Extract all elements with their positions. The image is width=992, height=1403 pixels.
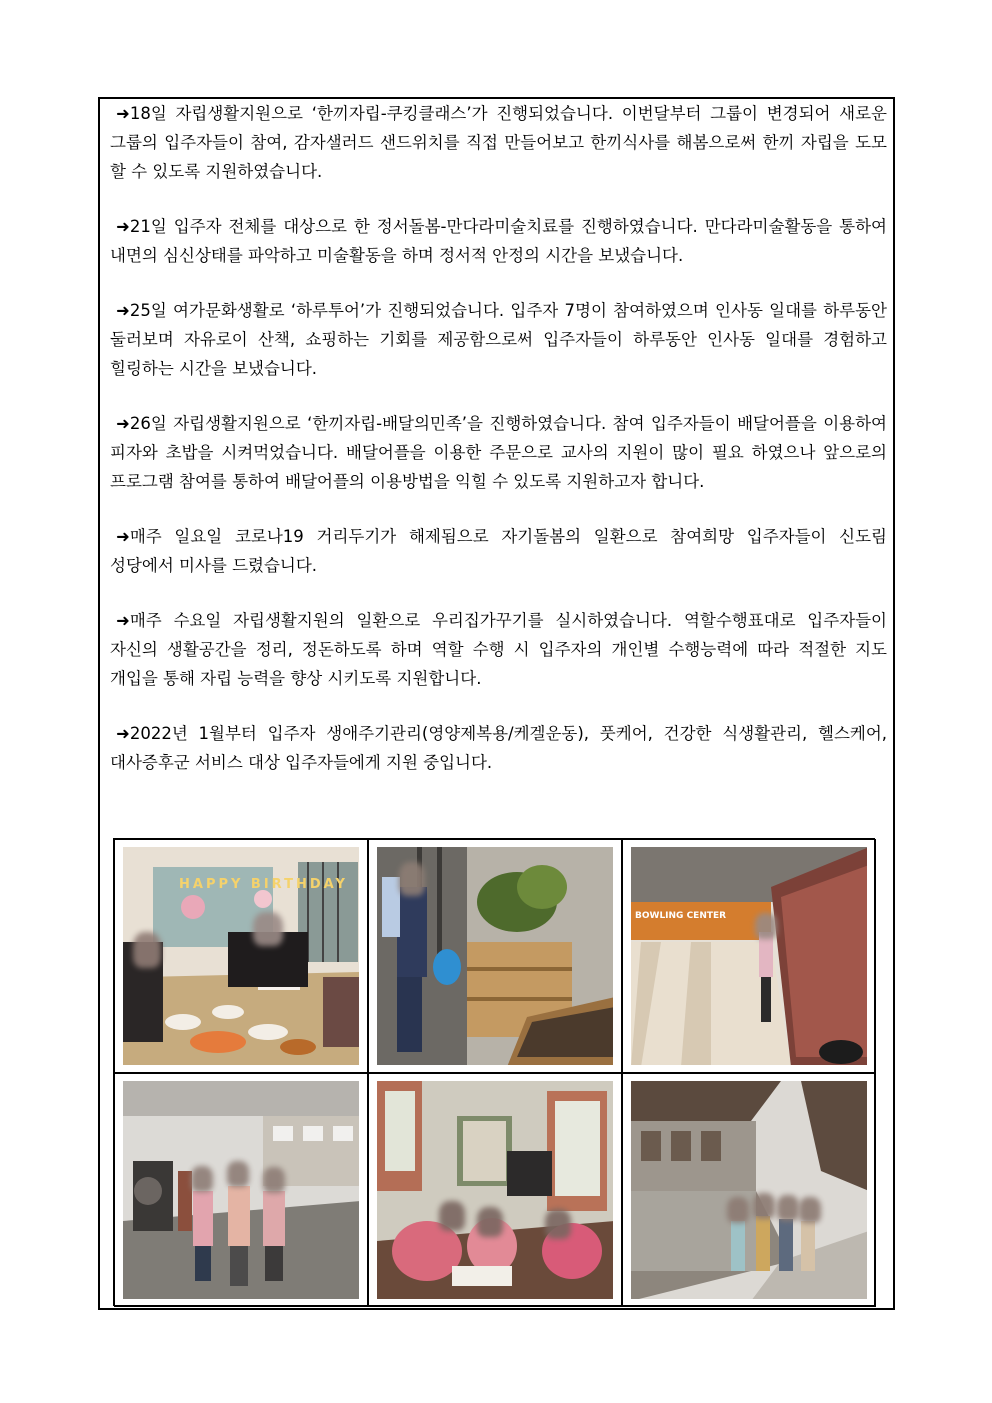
blurred-face <box>133 932 161 968</box>
arrow-icon: ➜ <box>116 527 130 546</box>
paragraph-text: 25일 여가문화생활로 ‘하루투어’가 진행되었습니다. 입주자 7명이 참여하였으며 인사동 일대를 하루동안 둘러보며 자유로이 산책, 쇼핑하는 기회를 제공함으로써 입주자들이 하루동안 인사동 일대를 경험하고 힐링하는 시간을 보냈습니다. <box>110 301 887 378</box>
arrow-icon: ➜ <box>116 611 130 630</box>
photo-insadong-tour <box>631 1081 867 1299</box>
photo-mass <box>377 1081 613 1299</box>
birthday-banner-text: HAPPY BIRTHDAY <box>179 877 348 892</box>
blurred-face <box>545 1209 571 1239</box>
report-text <box>110 99 887 777</box>
paragraph-day-tour <box>110 296 887 383</box>
photo-recreation-room <box>123 1081 359 1299</box>
arrow-icon: ➜ <box>116 724 130 743</box>
photo-bowling <box>631 847 867 1065</box>
blurred-face <box>439 1201 465 1231</box>
bowling-sign-text: BOWLING CENTER <box>635 911 727 921</box>
blurred-face <box>253 912 283 946</box>
blurred-face <box>399 862 425 896</box>
paragraph-text: 매주 일요일 코로나19 거리두기가 해제됨으로 자기돌봄의 일환으로 참여희망 입주자들이 신도림 성당에서 미사를 드렸습니다. <box>110 527 887 575</box>
photo-birthday-party <box>123 847 359 1065</box>
paragraph-text: 26일 자립생활지원으로 ‘한끼자립-배달의민족’을 진행하였습니다. 참여 입주자들이 배달어플을 이용하여 피자와 초밥을 시켜먹었습니다. 배달어플을 이용한 주문으로 교사의 지원이 많이 필요 하였으나 앞으로의 프로그램 참여를 통하여 배달어플의 이용방법을 익힐 수 있도록 지원하고자 합니다. <box>110 414 887 491</box>
photo-cell <box>622 1073 876 1307</box>
photo-grid <box>113 838 875 1306</box>
paragraph-mandala-therapy <box>110 212 887 270</box>
paragraph-delivery-app <box>110 409 887 496</box>
paragraph-home-care <box>110 606 887 693</box>
blurred-face <box>777 1195 799 1221</box>
paragraph-text: 2022년 1월부터 입주자 생애주기관리(영양제복용/케겔운동), 풋케어, 건강한 식생활관리, 헬스케어, 대사증후군 서비스 대상 입주자들에게 지원 중입니다. <box>110 724 887 772</box>
paragraph-text: 21일 입주자 전체를 대상으로 한 정서돌봄-만다라미술치료를 진행하였습니다. 만다라미술활동을 통하여 내면의 심신상태를 파악하고 미술활동을 하며 정서적 안정의 시간을 보냈습니다. <box>110 217 887 265</box>
arrow-icon: ➜ <box>116 104 130 123</box>
photo-cell <box>368 1073 622 1307</box>
blurred-face <box>263 1167 285 1193</box>
blurred-face <box>753 1193 775 1219</box>
blurred-face <box>191 1166 213 1192</box>
photo-cell <box>114 839 368 1073</box>
paragraph-health-care <box>110 719 887 777</box>
blurred-face <box>799 1197 821 1223</box>
blurred-face <box>227 1161 249 1187</box>
arrow-icon: ➜ <box>116 301 130 320</box>
blurred-face <box>727 1197 749 1223</box>
photo-cell <box>622 839 876 1073</box>
arrow-icon: ➜ <box>116 414 130 433</box>
arrow-icon: ➜ <box>116 217 130 236</box>
photo-cell <box>114 1073 368 1307</box>
paragraph-sunday-mass <box>110 522 887 580</box>
photo-gardening <box>377 847 613 1065</box>
paragraph-text: 18일 자립생활지원으로 ‘한끼자립-쿠킹클래스’가 진행되었습니다. 이번달부터 그룹이 변경되어 새로운 그룹의 입주자들이 참여, 감자샐러드 샌드위치를 직접 만들어보고 한끼식사를 해봄으로써 한끼 자립을 도모 할 수 있도록 지원하였습니다. <box>110 104 887 181</box>
paragraph-text: 매주 수요일 자립생활지원의 일환으로 우리집가꾸기를 실시하였습니다. 역할수행표대로 입주자들이 자신의 생활공간을 정리, 정돈하도록 하며 역할 수행 시 입주자의 개인별 수행능력에 따라 적절한 지도 개입을 통해 자립 능력을 향상 시키도록 지원합니다. <box>110 611 887 688</box>
report-frame <box>98 97 895 1310</box>
photo-cell <box>368 839 622 1073</box>
blurred-face <box>755 913 777 939</box>
paragraph-cooking-class <box>110 99 887 186</box>
blurred-face <box>477 1207 503 1237</box>
